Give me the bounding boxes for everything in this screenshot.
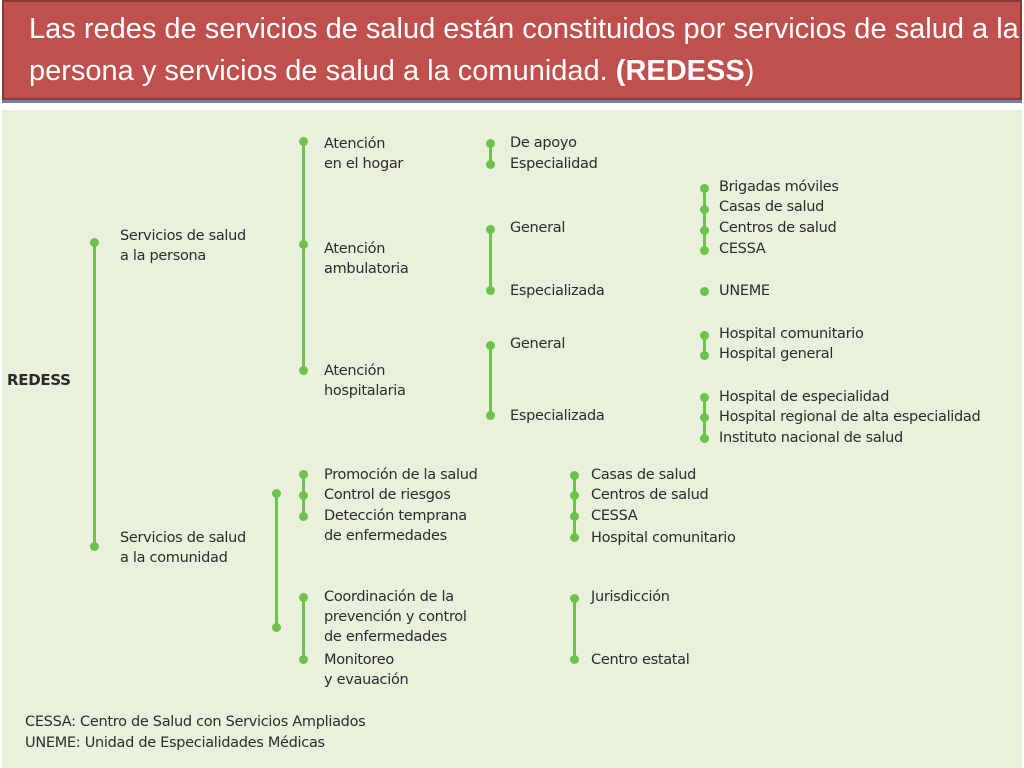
- amb-general-label: General: [510, 220, 566, 236]
- slide-title: Las redes de servicios de salud están constituidos por servicios de salud a la persona y servicios de salud a la comunidad. (REDESS): [29, 13, 1019, 87]
- unit-centros-de-salud: Centros de salud: [719, 220, 837, 236]
- unit-hospital-regional: Hospital regional de alta especialidad: [719, 409, 981, 425]
- dot-c-hospital: [570, 533, 579, 542]
- dot-hosp-general-unit: [700, 351, 709, 360]
- c-unit-centro-estatal: Centro estatal: [591, 652, 690, 668]
- com-units1-bracket: [573, 475, 576, 537]
- unit-casas-de-salud: Casas de salud: [719, 199, 825, 215]
- item-promocion: Promoción de la salud: [324, 467, 478, 483]
- root-label: REDESS: [7, 371, 71, 389]
- dot-instituto: [700, 434, 709, 443]
- persona-label: Servicios de salud a la persona: [120, 228, 246, 264]
- c-unit-centros: Centros de salud: [591, 487, 709, 503]
- dot-c-casas: [570, 471, 579, 480]
- dot-hosp-especialidad: [700, 393, 709, 402]
- unit-cessa: CESSA: [719, 241, 766, 257]
- item-monitoreo: Monitoreo y evauación: [324, 652, 409, 688]
- dot-c-centros: [570, 491, 579, 500]
- title-underline: [2, 100, 1022, 103]
- dot-hospitalaria: [299, 366, 308, 375]
- dot-cessa: [700, 246, 709, 255]
- dot-com-group1: [272, 489, 281, 498]
- dot-hogar: [299, 137, 308, 146]
- dot-hosp-comunitario: [700, 331, 709, 340]
- de-apoyo-label: De apoyo: [510, 135, 577, 151]
- hospitalaria-label: Atención hospitalaria: [324, 363, 406, 399]
- dot-control: [299, 491, 308, 500]
- dot-promocion: [299, 470, 308, 479]
- dot-comunidad: [90, 542, 99, 551]
- persona-bracket: [302, 141, 305, 371]
- unit-hospital-comunitario: Hospital comunitario: [719, 326, 864, 342]
- footnote-cessa: CESSA: Centro de Salud con Servicios Ampliados: [25, 714, 366, 730]
- hogar-label: Atención en el hogar: [324, 136, 404, 172]
- dot-coordinacion: [299, 593, 308, 602]
- ambulatoria-label: Atención ambulatoria: [324, 241, 409, 277]
- dot-monitoreo: [299, 655, 308, 664]
- com-units2-bracket: [573, 598, 576, 659]
- footnote-uneme: UNEME: Unidad de Especialidades Médicas: [25, 735, 325, 751]
- unit-brigadas-moviles: Brigadas móviles: [719, 179, 839, 195]
- title-banner: [2, 0, 1022, 100]
- amb-especializada-label: Especializada: [510, 283, 605, 299]
- c-unit-hospital: Hospital comunitario: [591, 530, 736, 546]
- c-unit-casas: Casas de salud: [591, 467, 697, 483]
- unit-instituto-nacional: Instituto nacional de salud: [719, 430, 903, 446]
- dot-amb-especializada: [486, 286, 495, 295]
- hosp-general-label: General: [510, 336, 566, 352]
- dot-especialidad: [486, 160, 495, 169]
- comunidad-label: Servicios de salud a la comunidad: [120, 530, 246, 566]
- dot-uneme: [700, 287, 709, 296]
- dot-hosp-general: [486, 341, 495, 350]
- dot-centros: [700, 226, 709, 235]
- hosp-especializada-label: Especializada: [510, 408, 605, 424]
- amb-general-units-bracket: [703, 188, 706, 250]
- especialidad-label: Especialidad: [510, 156, 598, 172]
- unit-hospital-general: Hospital general: [719, 346, 834, 362]
- dot-amb-general: [486, 225, 495, 234]
- com-group2-bracket: [302, 597, 305, 659]
- dot-jurisdiccion: [570, 594, 579, 603]
- dot-de-apoyo: [486, 139, 495, 148]
- ambulatoria-bracket: [489, 229, 492, 290]
- item-control-riesgos: Control de riesgos: [324, 487, 451, 503]
- c-unit-jurisdiccion: Jurisdicción: [591, 589, 670, 605]
- dot-centro-estatal: [570, 655, 579, 664]
- item-deteccion: Detección temprana de enfermedades: [324, 508, 467, 544]
- dot-ambulatoria: [299, 240, 308, 249]
- dot-casas: [700, 205, 709, 214]
- unit-hospital-especialidad: Hospital de especialidad: [719, 389, 890, 405]
- dot-com-group2: [272, 623, 281, 632]
- dot-deteccion: [299, 512, 308, 521]
- dot-persona: [90, 238, 99, 247]
- dot-c-cessa: [570, 512, 579, 521]
- hospitalaria-bracket: [489, 345, 492, 415]
- unit-uneme: UNEME: [719, 283, 770, 299]
- dot-brigadas: [700, 184, 709, 193]
- root-bracket: [93, 242, 96, 547]
- item-coordinacion: Coordinación de la prevención y control de enfermedades: [324, 589, 467, 645]
- dot-hosp-regional: [700, 413, 709, 422]
- comunidad-bracket: [275, 493, 278, 628]
- dot-hosp-especializada: [486, 411, 495, 420]
- c-unit-cessa: CESSA: [591, 508, 638, 524]
